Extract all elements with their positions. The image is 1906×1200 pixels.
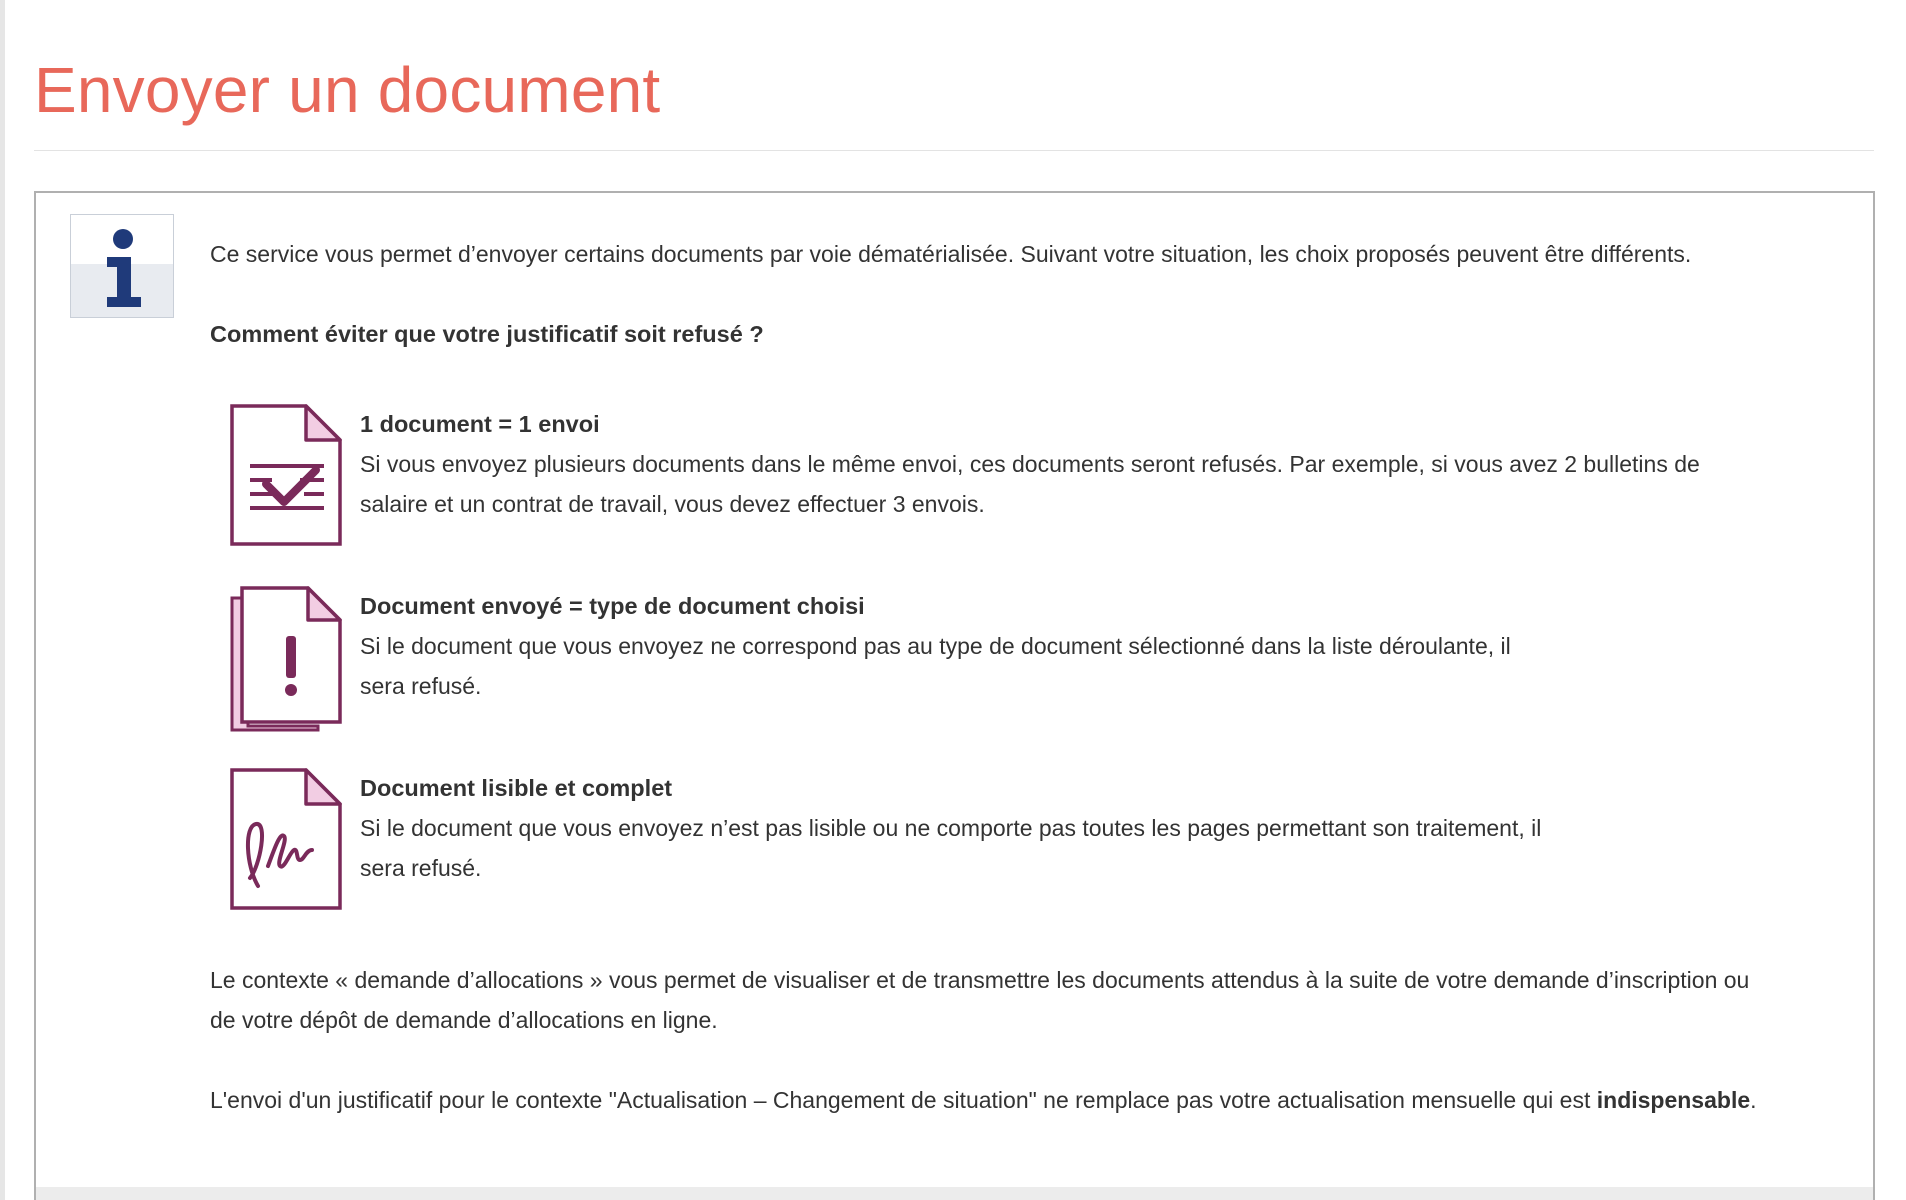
title-divider bbox=[34, 150, 1874, 151]
rule-text-one-document-line1: Si vous envoyez plusieurs documents dans le même envoi, ces documents seront refusés. Par exemple, si vous avez 2 bulletins de bbox=[360, 451, 1700, 477]
left-edge bbox=[0, 0, 5, 1200]
document-check-icon bbox=[228, 402, 346, 550]
rule-title-document-type: Document envoyé = type de document choisi bbox=[360, 593, 865, 619]
notice-prefix: L'envoi d'un justificatif pour le contexte "Actualisation – Changement de situation" ne remplace pas votre actualisation mensuelle qui est bbox=[210, 1087, 1597, 1113]
question-heading: Comment éviter que votre justificatif soit refusé ? bbox=[210, 321, 764, 347]
rule-text-legible-complete-line2: sera refusé. bbox=[360, 855, 482, 881]
page-title: Envoyer un document bbox=[34, 54, 661, 126]
rule-title-one-document: 1 document = 1 envoi bbox=[360, 411, 600, 437]
panel-footer bbox=[36, 1187, 1873, 1200]
info-icon bbox=[70, 214, 174, 318]
rule-text-document-type-line1: Si le document que vous envoyez ne correspond pas au type de document sélectionné dans la liste déroulante, il bbox=[360, 633, 1511, 659]
document-signature-icon bbox=[228, 766, 346, 914]
rule-text-document-type-line2: sera refusé. bbox=[360, 673, 482, 699]
intro-text: Ce service vous permet d’envoyer certains documents par voie dématérialisée. Suivant votre situation, les choix proposés peuvent être différents. bbox=[210, 241, 1692, 267]
rule-text-one-document-line2: salaire et un contrat de travail, vous devez effectuer 3 envois. bbox=[360, 491, 985, 517]
document-warning-icon bbox=[228, 584, 346, 732]
rule-text-legible-complete-line1: Si le document que vous envoyez n’est pas lisible ou ne comporte pas toutes les pages permettant son traitement, il bbox=[360, 815, 1542, 841]
notice-emphasis: indispensable bbox=[1596, 1087, 1751, 1113]
notice-suffix: . bbox=[1750, 1087, 1757, 1113]
context-text-line1: Le contexte « demande d’allocations » vous permet de visualiser et de transmettre les documents attendus à la suite de votre demande d’inscription ou bbox=[210, 967, 1750, 993]
rule-title-legible-complete: Document lisible et complet bbox=[360, 775, 673, 801]
context-text-line2: de votre dépôt de demande d’allocations en ligne. bbox=[210, 1007, 718, 1033]
actualisation-notice bbox=[210, 1080, 1757, 1120]
